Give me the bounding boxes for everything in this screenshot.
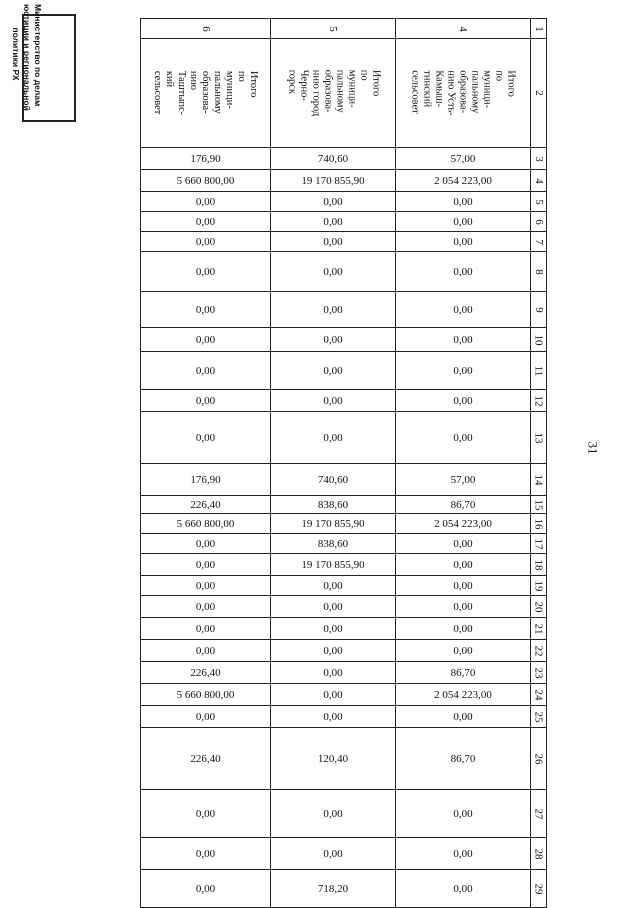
value-col4: 0,00 [396,328,531,352]
row-number: 8 [531,252,547,292]
column-index: 1 [531,19,547,39]
value-col6: 0,00 [141,554,271,576]
table-row [141,328,547,352]
table-row [141,870,547,908]
value-col4: 0,00 [396,252,531,292]
value-col4: 0,00 [396,596,531,618]
value-col6: 0,00 [141,192,271,212]
row-number: 15 [531,496,547,514]
value-col5: 0,00 [271,576,396,596]
value-col5: 19 170 855,90 [271,514,396,534]
row-number: 4 [531,170,547,192]
header-cell-col6: Итого по муници- пальному образова- нию Таштыпс- кий сельсовет [141,39,271,148]
value-col5: 0,00 [271,618,396,640]
table-row [141,576,547,596]
table-row [141,554,547,576]
value-col6: 0,00 [141,640,271,662]
value-col5: 0,00 [271,212,396,232]
stamp-line: юстиции и региональной [22,4,32,111]
header-cell-col4: Итого по муници- пальному образова- нию Усть- Камыш- тинский сельсовет [396,39,531,148]
value-col4: 0,00 [396,640,531,662]
table-row [141,292,547,328]
value-col4: 0,00 [396,790,531,838]
ministry-stamp-text [10,4,43,111]
value-col4: 0,00 [396,618,531,640]
value-col6: 176,90 [141,148,271,170]
value-col5: 0,00 [271,640,396,662]
row-number: 10 [531,328,547,352]
row-number: 26 [531,728,547,790]
budget-table [140,18,547,908]
table-row [141,684,547,706]
value-col5: 838,60 [271,534,396,554]
row-number: 9 [531,292,547,328]
value-col4: 57,00 [396,464,531,496]
row-number: 3 [531,148,547,170]
value-col4: 0,00 [396,212,531,232]
table-row [141,232,547,252]
table-row [141,706,547,728]
table-row [141,464,547,496]
header-row [141,39,547,148]
value-col4: 0,00 [396,838,531,870]
value-col6: 0,00 [141,534,271,554]
value-col6: 0,00 [141,790,271,838]
table-row [141,192,547,212]
row-number: 22 [531,640,547,662]
table-row [141,662,547,684]
value-col6: 0,00 [141,870,271,908]
value-col4: 0,00 [396,706,531,728]
value-col5: 0,00 [271,662,396,684]
table-row [141,148,547,170]
value-col5: 740,60 [271,148,396,170]
value-col5: 0,00 [271,352,396,390]
value-col6: 226,40 [141,728,271,790]
value-col5: 740,60 [271,464,396,496]
value-col4: 57,00 [396,148,531,170]
value-col5: 0,00 [271,292,396,328]
value-col6: 0,00 [141,232,271,252]
value-col4: 0,00 [396,352,531,390]
row-number: 17 [531,534,547,554]
table-row [141,790,547,838]
row-number: 14 [531,464,547,496]
value-col6: 0,00 [141,412,271,464]
value-col6: 5 660 800,00 [141,514,271,534]
value-col6: 176,90 [141,464,271,496]
value-col5: 0,00 [271,412,396,464]
value-col6: 0,00 [141,352,271,390]
row-number: 16 [531,514,547,534]
value-col4: 2 054 223,00 [396,684,531,706]
table-row [141,496,547,514]
stamp-line: политики РХ [11,27,21,81]
table-row [141,170,547,192]
table-row [141,534,547,554]
value-col5: 120,40 [271,728,396,790]
table-row [141,728,547,790]
value-col4: 86,70 [396,728,531,790]
value-col4: 0,00 [396,554,531,576]
value-col5: 718,20 [271,870,396,908]
row-number: 21 [531,618,547,640]
header-cell-col5: Итого по муници- пальному образова- нию город Черно- горск [271,39,396,148]
row-number: 29 [531,870,547,908]
table-row [141,352,547,390]
value-col4: 86,70 [396,496,531,514]
value-col5: 0,00 [271,596,396,618]
value-col4: 0,00 [396,576,531,596]
table-row [141,838,547,870]
value-col5: 0,00 [271,192,396,212]
value-col6: 5 660 800,00 [141,684,271,706]
value-col5: 0,00 [271,328,396,352]
value-col6: 0,00 [141,292,271,328]
value-col5: 0,00 [271,252,396,292]
stamp-line: Министерство по делам [33,4,43,107]
value-col4: 0,00 [396,870,531,908]
row-number: 18 [531,554,547,576]
row-number: 7 [531,232,547,252]
value-col5: 0,00 [271,838,396,870]
value-col5: 0,00 [271,706,396,728]
row-number: 23 [531,662,547,684]
value-col4: 0,00 [396,534,531,554]
value-col6: 0,00 [141,706,271,728]
table-row [141,252,547,292]
value-col6: 5 660 800,00 [141,170,271,192]
value-col5: 19 170 855,90 [271,170,396,192]
value-col6: 0,00 [141,252,271,292]
table-row [141,412,547,464]
value-col5: 0,00 [271,390,396,412]
value-col5: 0,00 [271,684,396,706]
column-index: 4 [396,19,531,39]
value-col6: 0,00 [141,838,271,870]
row-number: 19 [531,576,547,596]
value-col4: 0,00 [396,412,531,464]
row-number: 27 [531,790,547,838]
row-number: 12 [531,390,547,412]
value-col4: 0,00 [396,232,531,252]
table-row [141,640,547,662]
value-col4: 2 054 223,00 [396,514,531,534]
value-col6: 0,00 [141,390,271,412]
value-col5: 19 170 855,90 [271,554,396,576]
value-col6: 226,40 [141,662,271,684]
value-col4: 86,70 [396,662,531,684]
value-col5: 0,00 [271,232,396,252]
row-number: 2 [531,39,547,148]
value-col6: 0,00 [141,576,271,596]
table-row [141,390,547,412]
value-col5: 838,60 [271,496,396,514]
row-number: 13 [531,412,547,464]
value-col4: 2 054 223,00 [396,170,531,192]
row-number: 25 [531,706,547,728]
row-number: 28 [531,838,547,870]
value-col4: 0,00 [396,292,531,328]
table-row [141,596,547,618]
table-row [141,618,547,640]
value-col6: 0,00 [141,212,271,232]
value-col4: 0,00 [396,390,531,412]
value-col6: 0,00 [141,596,271,618]
value-col6: 0,00 [141,618,271,640]
column-index-row [141,19,547,39]
table-row [141,514,547,534]
table-row [141,212,547,232]
value-col6: 226,40 [141,496,271,514]
row-number: 11 [531,352,547,390]
column-index: 6 [141,19,271,39]
value-col4: 0,00 [396,192,531,212]
value-col6: 0,00 [141,328,271,352]
column-index: 5 [271,19,396,39]
row-number: 24 [531,684,547,706]
row-number: 20 [531,596,547,618]
value-col5: 0,00 [271,790,396,838]
page-number: 31 [585,441,601,455]
row-number: 6 [531,212,547,232]
row-number: 5 [531,192,547,212]
